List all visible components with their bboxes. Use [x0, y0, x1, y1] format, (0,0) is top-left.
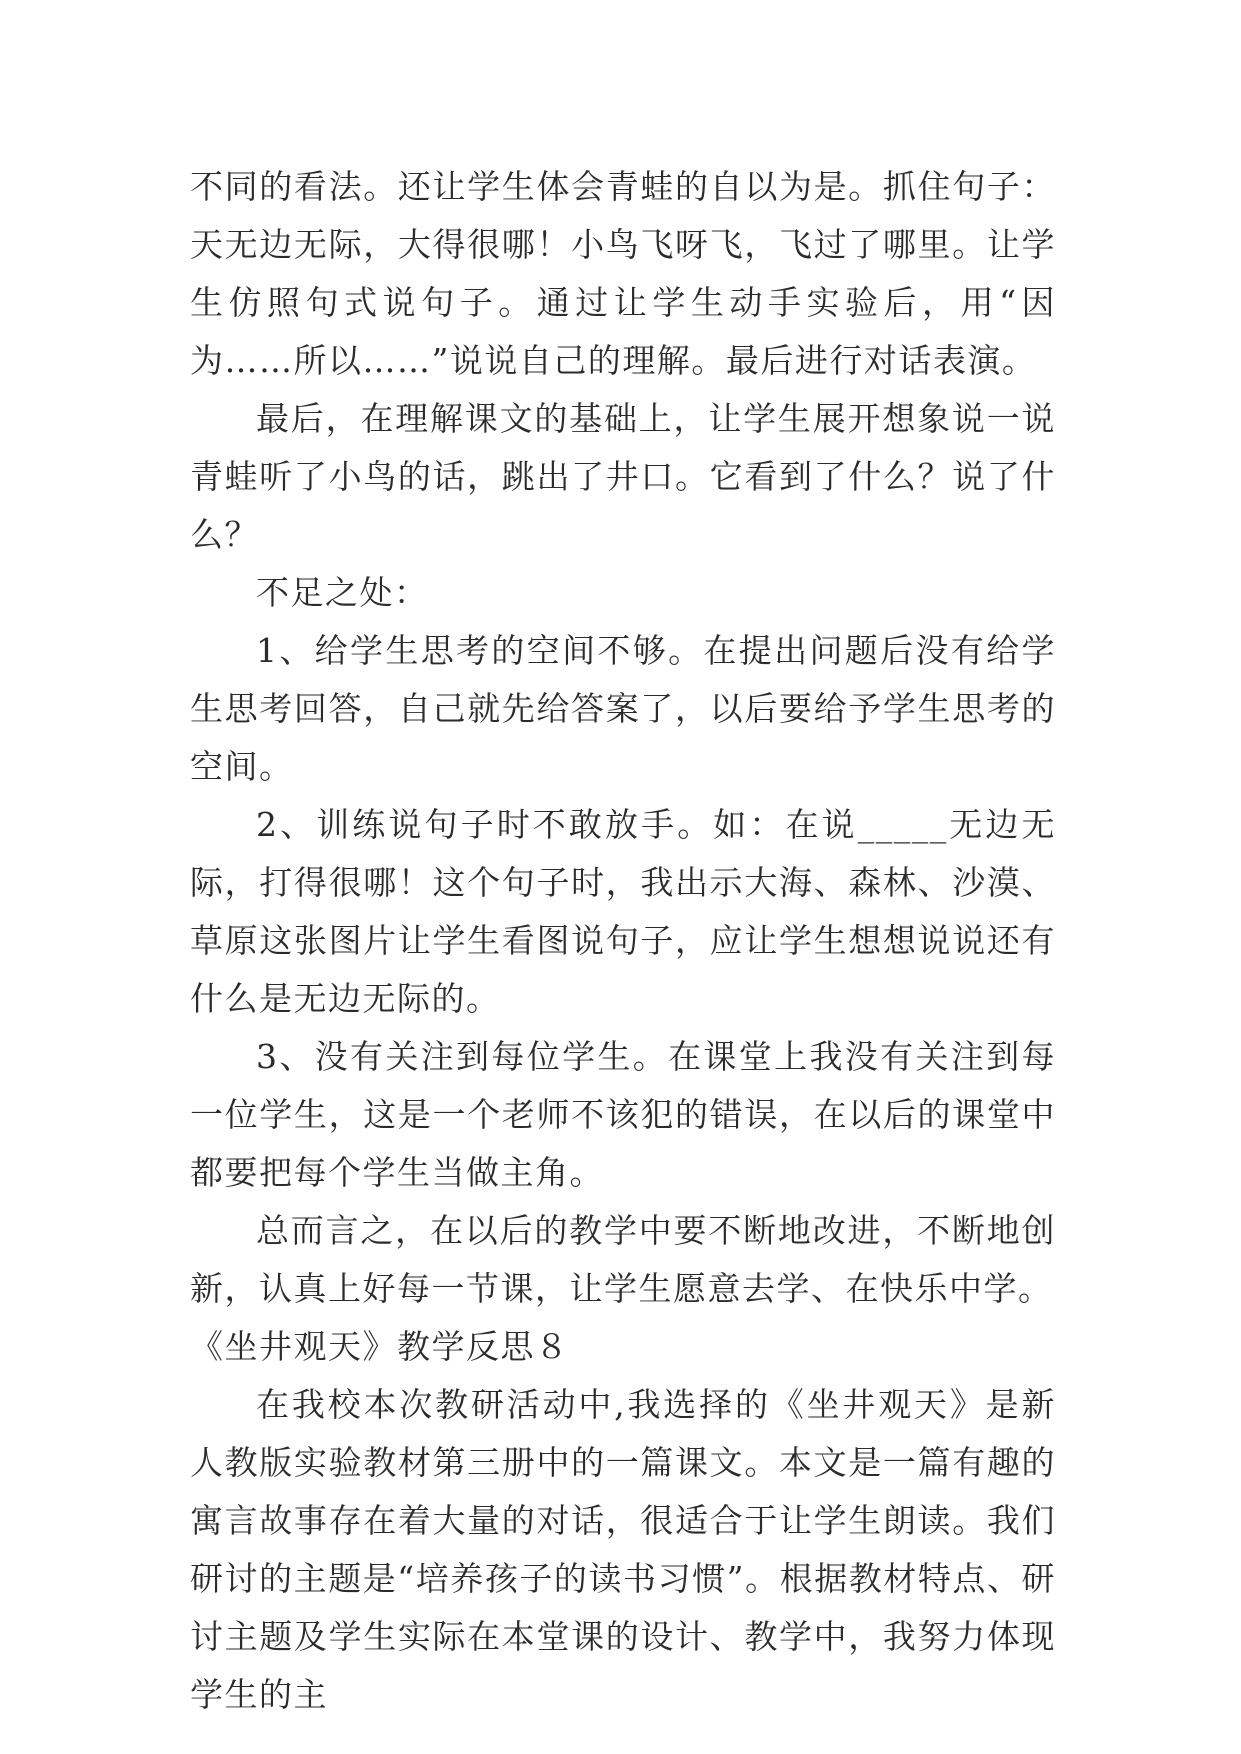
paragraph-shortcomings-heading: 不足之处：	[256, 573, 429, 612]
section-heading: 《坐井观天》教学反思８	[190, 1327, 570, 1366]
document-body	[190, 158, 1056, 1724]
paragraph-shortcoming-1: 1、给学生思考的空间不够。在提出问题后没有给学生思考回答，自己就先给答案了，以后要给予学生思考的空间。	[190, 631, 1056, 786]
paragraph-summary: 总而言之，在以后的教学中要不断地改进，不断地创新，认真上好每一节课，让学生愿意去学、在快乐中学。	[190, 1211, 1056, 1308]
paragraph-imagination: 最后，在理解课文的基础上，让学生展开想象说一说青蛙听了小鸟的话，跳出了井口。它看到了什么？说了什么？	[190, 399, 1056, 554]
paragraph-shortcoming-2: 2、训练说句子时不敢放手。如：在说_____无边无际，打得很哪！这个句子时，我出示大海、森林、沙漠、草原这张图片让学生看图说句子，应让学生想想说说还有什么是无边无际的。	[190, 805, 1056, 1018]
paragraph-continuation: 不同的看法。还让学生体会青蛙的自以为是。抓住句子：天无边无际，大得很哪！小鸟飞呀飞，飞过了哪里。让学生仿照句式说句子。通过让学生动手实验后，用“因为……所以……”说说自己的理解。最后进行对话表演。	[190, 167, 1056, 380]
paragraph-shortcoming-3: 3、没有关注到每位学生。在课堂上我没有关注到每一位学生，这是一个老师不该犯的错误，在以后的课堂中都要把每个学生当做主角。	[190, 1037, 1056, 1192]
paragraph-section-intro: 在我校本次教研活动中,我选择的《坐井观天》是新人教版实验教材第三册中的一篇课文。本文是一篇有趣的寓言故事存在着大量的对话，很适合于让学生朗读。我们研讨的主题是“培养孩子的读书习惯”。根据教材特点、研讨主题及学生实际在本堂课的设计、教学中，我努力体现学生的主	[190, 1385, 1056, 1714]
